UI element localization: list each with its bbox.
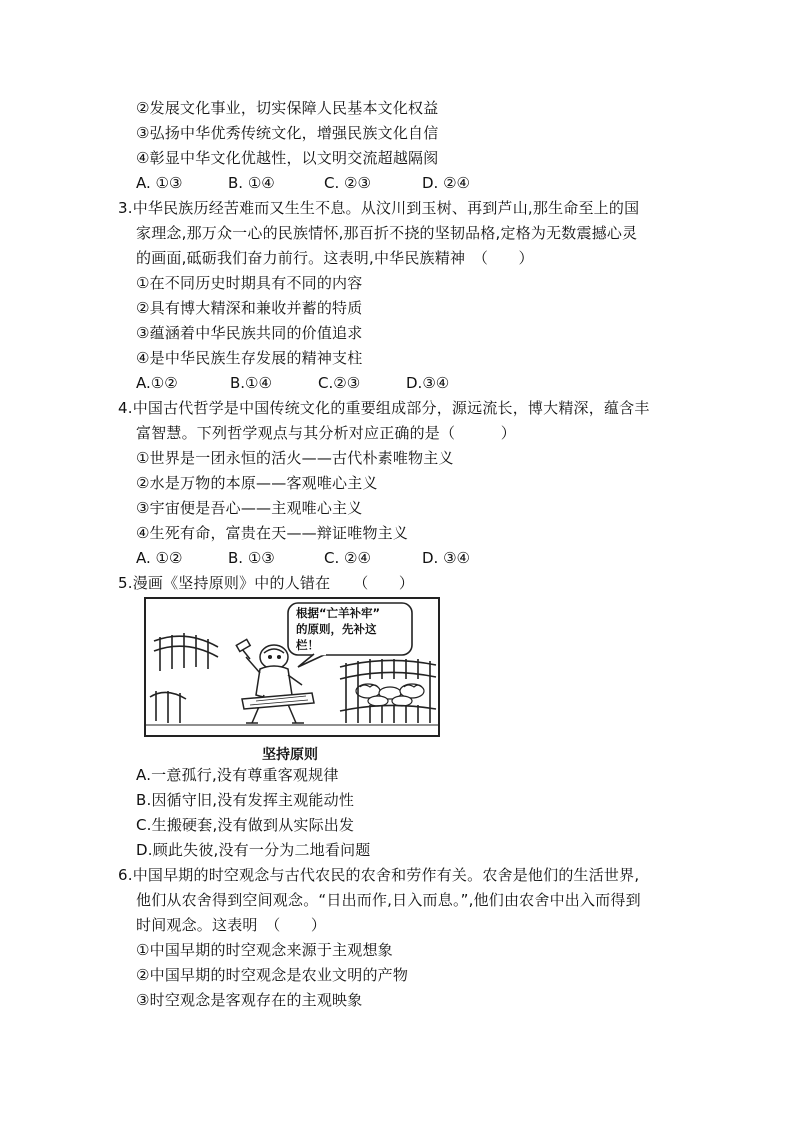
q5-choice-d: D.顾此失彼,没有一分为二地看问题 [136,841,371,859]
q6-option-1: ①中国早期的时空观念来源于主观想象 [136,941,393,959]
q4-choice-d: D. ③④ [422,549,470,567]
q5-choice-b: B.因循守旧,没有发挥主观能动性 [136,791,355,809]
bubble-text-2: 的原则，先补这 [296,622,377,636]
q3-stem-3: 的画面,砥砺我们奋力前行。这表明,中华民族精神 （ ） [136,249,534,267]
q3-choice-c: C.②③ [318,374,361,392]
q2-option-2: ②发展文化事业，切实保障人民基本文化权益 [136,99,439,117]
q3-option-1: ①在不同历史时期具有不同的内容 [136,274,363,292]
q6-option-2: ②中国早期的时空观念是农业文明的产物 [136,966,409,984]
q5-stem: 5.漫画《坚持原则》中的人错在 （ ） [118,574,415,592]
q4-option-2: ②水是万物的本原——客观唯心主义 [136,474,378,492]
q5-choice-c: C.生搬硬套,没有做到从实际出发 [136,816,355,834]
q6-stem-1: 6.中国早期的时空观念与古代农民的农舍和劳作有关。农舍是他们的生活世界, [118,866,640,884]
sheep-group [356,684,424,706]
cartoon-drawing [146,599,438,735]
q4-choice-b: B. ①③ [228,549,275,567]
q3-stem-1: 3.中华民族历经苦难而又生生不息。从汶川到玉树、再到芦山,那生命至上的国 [118,199,640,217]
q2-choices [136,173,470,193]
q3-choice-a: A.①② [136,374,178,392]
q2-choice-a: A. ①③ [136,174,183,192]
q3-choices [136,373,449,393]
q5-choice-a: A.一意孤行,没有尊重客观规律 [136,766,339,784]
q3-choice-b: B.①④ [230,374,272,392]
q3-option-4: ④是中华民族生存发展的精神支柱 [136,349,363,367]
q6-stem-2: 他们从农舍得到空间观念。“日出而作,日入而息。”,他们由农舍中出入而得到 [136,891,641,909]
q4-option-4: ④生死有命，富贵在天——辩证唯物主义 [136,524,409,542]
q4-choice-a: A. ①② [136,549,183,567]
q3-choice-d: D.③④ [406,374,450,392]
q3-option-2: ②具有博大精深和兼收并蓄的特质 [136,299,363,317]
q2-choice-c: C. ②③ [324,174,371,192]
q2-option-4: ④彰显中华文化优越性，以文明交流超越隔阂 [136,149,439,167]
q4-choices [136,548,470,568]
q2-choice-d: D. ②④ [422,174,470,192]
cartoon-image [144,597,440,737]
bubble-text-3: 栏！ [296,638,319,652]
broken-fence-left [150,633,218,723]
q4-choice-c: C. ②④ [324,549,371,567]
q6-option-3: ③时空观念是客观存在的主观映象 [136,991,363,1009]
q3-option-3: ③蕴涵着中华民族共同的价值追求 [136,324,363,342]
q4-stem-1: 4.中国古代哲学是中国传统文化的重要组成部分，源远流长，博大精深，蕴含丰 [118,399,650,417]
q2-option-3: ③弘扬中华优秀传统文化，增强民族文化自信 [136,124,439,142]
q6-stem-3: 时间观念。这表明 （ ） [136,916,327,934]
q2-choice-b: B. ①④ [228,174,275,192]
cartoon-caption: 坚持原则 [262,747,318,763]
q4-option-1: ①世界是一团永恒的活火——古代朴素唯物主义 [136,449,454,467]
q4-stem-2: 富智慧。下列哲学观点与其分析对应正确的是（ ） [136,424,517,442]
q4-option-3: ③宇宙便是吾心——主观唯心主义 [136,499,363,517]
bubble-text-1: 根据“亡羊补牢” [296,606,381,620]
q3-stem-2: 家理念,那万众一心的民族情怀,那百折不挠的坚韧品格,定格为无数震撼心灵 [136,224,638,242]
